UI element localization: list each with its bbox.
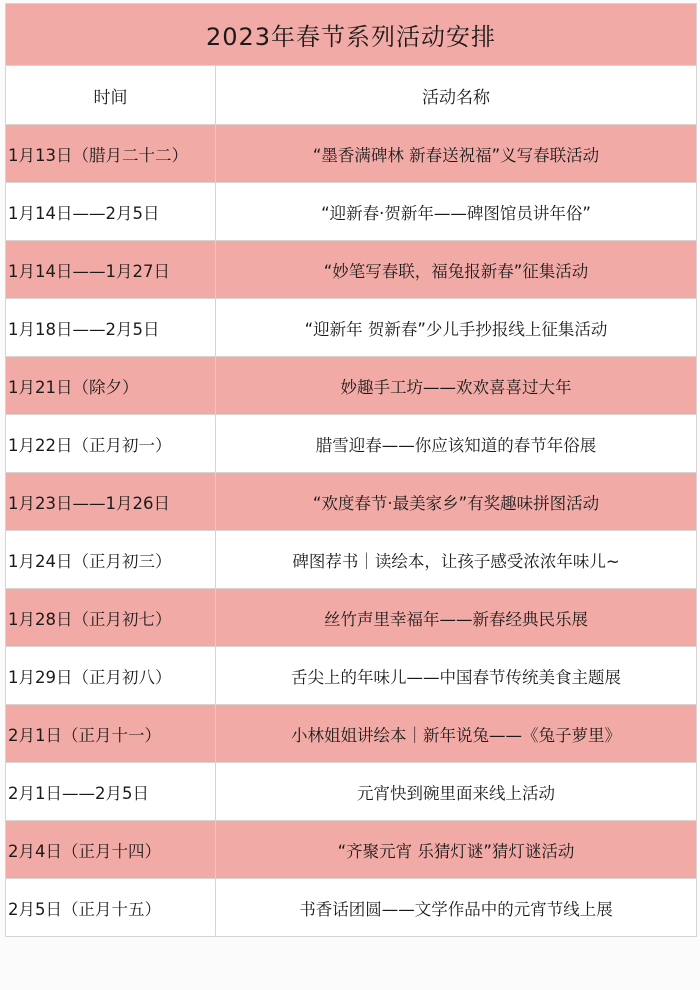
event-name: 小林姐姐讲绘本｜新年说兔——《兔子萝里》 xyxy=(216,705,697,763)
table-row xyxy=(6,357,697,415)
event-time: 1月18日——2月5日 xyxy=(6,299,216,357)
event-name: 碑图荐书｜读绘本，让孩子感受浓浓年味儿~ xyxy=(216,531,697,589)
event-name: “迎新春·贺新年——碑图馆员讲年俗” xyxy=(216,183,697,241)
table-row xyxy=(6,821,697,879)
table-row xyxy=(6,183,697,241)
column-header-time: 时间 xyxy=(6,66,216,125)
event-name: 丝竹声里幸福年——新春经典民乐展 xyxy=(216,589,697,647)
schedule-table xyxy=(5,3,697,937)
event-time: 2月1日——2月5日 xyxy=(6,763,216,821)
event-time: 1月23日——1月26日 xyxy=(6,473,216,531)
table-row xyxy=(6,763,697,821)
header-row xyxy=(6,66,697,125)
event-time: 1月21日（除夕） xyxy=(6,357,216,415)
title-row xyxy=(6,4,697,66)
event-time: 2月1日（正月十一） xyxy=(6,705,216,763)
schedule-body xyxy=(6,4,697,937)
event-name: 元宵快到碗里面来线上活动 xyxy=(216,763,697,821)
event-time: 1月13日（腊月二十二） xyxy=(6,125,216,183)
table-row xyxy=(6,299,697,357)
event-name: 舌尖上的年味儿——中国春节传统美食主题展 xyxy=(216,647,697,705)
event-time: 1月24日（正月初三） xyxy=(6,531,216,589)
table-row xyxy=(6,415,697,473)
event-time: 2月4日（正月十四） xyxy=(6,821,216,879)
table-row xyxy=(6,705,697,763)
event-name: “妙笔写春联，福兔报新春”征集活动 xyxy=(216,241,697,299)
table-row xyxy=(6,589,697,647)
event-name: “迎新年 贺新春”少儿手抄报线上征集活动 xyxy=(216,299,697,357)
table-row xyxy=(6,531,697,589)
event-time: 2月5日（正月十五） xyxy=(6,879,216,937)
event-name: “齐聚元宵 乐猜灯谜”猜灯谜活动 xyxy=(216,821,697,879)
event-name: 妙趣手工坊——欢欢喜喜过大年 xyxy=(216,357,697,415)
column-header-name: 活动名称 xyxy=(216,66,697,125)
event-time: 1月29日（正月初八） xyxy=(6,647,216,705)
event-time: 1月14日——1月27日 xyxy=(6,241,216,299)
event-name: 腊雪迎春——你应该知道的春节年俗展 xyxy=(216,415,697,473)
table-title: 2023年春节系列活动安排 xyxy=(6,4,697,66)
table-row xyxy=(6,125,697,183)
event-time: 1月14日——2月5日 xyxy=(6,183,216,241)
event-time: 1月28日（正月初七） xyxy=(6,589,216,647)
event-name: 书香话团圆——文学作品中的元宵节线上展 xyxy=(216,879,697,937)
event-time: 1月22日（正月初一） xyxy=(6,415,216,473)
table-row xyxy=(6,473,697,531)
table-row xyxy=(6,241,697,299)
table-row xyxy=(6,879,697,937)
event-name: “欢度春节·最美家乡”有奖趣味拼图活动 xyxy=(216,473,697,531)
table-row xyxy=(6,647,697,705)
event-name: “墨香满碑林 新春送祝福”义写春联活动 xyxy=(216,125,697,183)
